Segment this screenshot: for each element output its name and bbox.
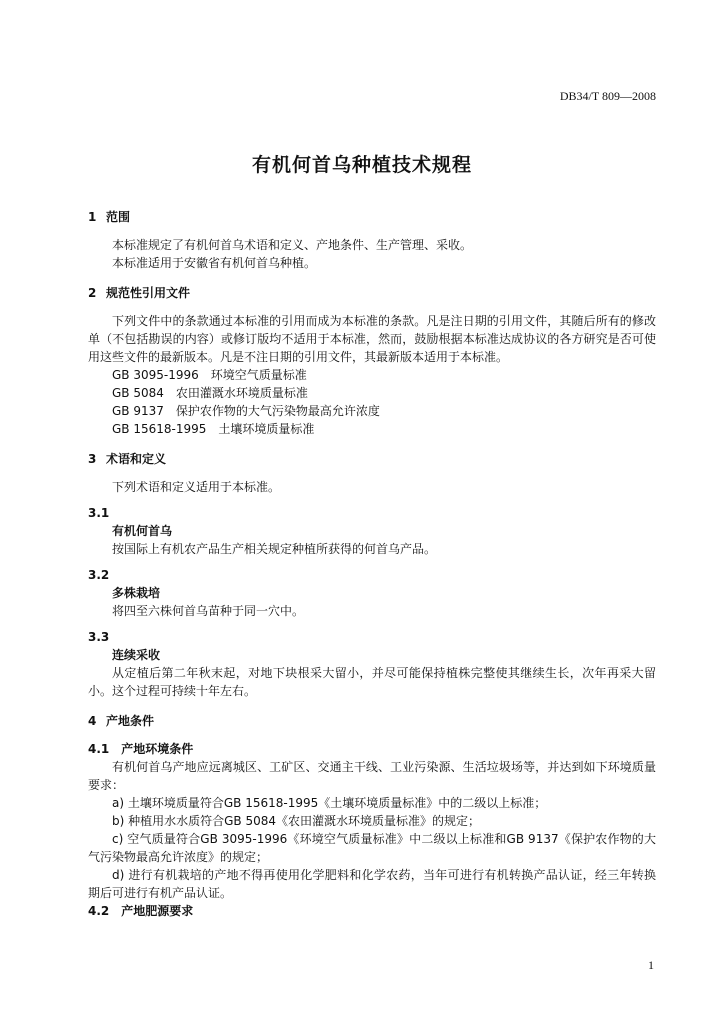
section-number: 3 [88,452,97,466]
subsection-heading-fertilizer [88,902,656,920]
section-heading-terms [88,450,656,468]
document-title: 有机何首乌种植技术规程 [251,154,472,176]
subsection-number: 4.1 [88,742,110,756]
section-heading-scope [88,208,656,226]
section-number: 1 [88,210,97,224]
reference-item: GB 15618-1995 土壤环境质量标准 [112,422,315,436]
paragraph: 下列术语和定义适用于本标准。 [112,480,281,494]
section-title: 规范性引用文件 [106,286,191,300]
term-name: 有机何首乌 [112,524,173,538]
paragraph: 下列文件中的条款通过本标准的引用而成为本标准的条款。凡是注日期的引用文件，其随后所有的修改单（不包括勘误的内容）或修订版均不适用于本标准，然而，鼓励根据本标准达成协议的各方研究是否可使用这些文件的最新版本。凡是不注日期的引用文件，其最新版本适用于本标准。 [88,314,656,364]
section-number: 4 [88,714,97,728]
section-heading-site-conditions [88,712,656,730]
section-heading-normative-references [88,284,656,302]
term-number: 3.2 [88,568,110,582]
subsection-number: 4.2 [88,904,110,918]
term-number: 3.3 [88,630,110,644]
term-number: 3.1 [88,506,110,520]
term-definition: 从定植后第二年秋末起，对地下块根采大留小，并尽可能保持植株完整使其继续生长，次年再采大留小。这个过程可持续十年左右。 [88,666,656,698]
reference-item: GB 5084 农田灌溉水环境质量标准 [112,386,308,400]
page-number: 1 [648,958,654,972]
list-item: b) 种植用水水质符合GB 5084《农田灌溉水环境质量标准》的规定； [112,814,481,828]
paragraph: 本标准规定了有机何首乌术语和定义、产地条件、生产管理、采收。 [112,238,473,252]
list-item: c) 空气质量符合GB 3095-1996《环境空气质量标准》中二级以上标准和GB 9137《保护农作物的大气污染物最高允许浓度》的规定； [88,832,656,864]
standard-code: DB34/T 809—2008 [559,89,656,103]
section-title: 产地条件 [106,714,155,728]
term-name: 多株栽培 [112,586,161,600]
subsection-title: 产地环境条件 [121,742,194,756]
list-item: a) 土壤环境质量符合GB 15618-1995《土壤环境质量标准》中的二级以上标准； [112,796,547,810]
section-title: 范围 [106,210,131,224]
document-body [88,208,656,920]
term-definition: 按国际上有机农产品生产相关规定种植所获得的何首乌产品。 [112,542,437,556]
reference-item: GB 9137 保护农作物的大气污染物最高允许浓度 [112,404,380,418]
section-title: 术语和定义 [106,452,167,466]
term-name: 连续采收 [112,648,161,662]
paragraph: 本标准适用于安徽省有机何首乌种植。 [112,256,317,270]
subsection-heading-environment [88,740,656,758]
paragraph: 有机何首乌产地应远离城区、工矿区、交通主干线、工业污染源、生活垃圾场等，并达到如下环境质量要求： [88,760,656,792]
section-number: 2 [88,286,97,300]
term-definition: 将四至六株何首乌苗种于同一穴中。 [112,604,305,618]
list-item: d) 进行有机栽培的产地不得再使用化学肥料和化学农药，当年可进行有机转换产品认证，经三年转换期后可进行有机产品认证。 [88,868,656,900]
subsection-title: 产地肥源要求 [121,904,194,918]
reference-item: GB 3095-1996 环境空气质量标准 [112,368,307,382]
